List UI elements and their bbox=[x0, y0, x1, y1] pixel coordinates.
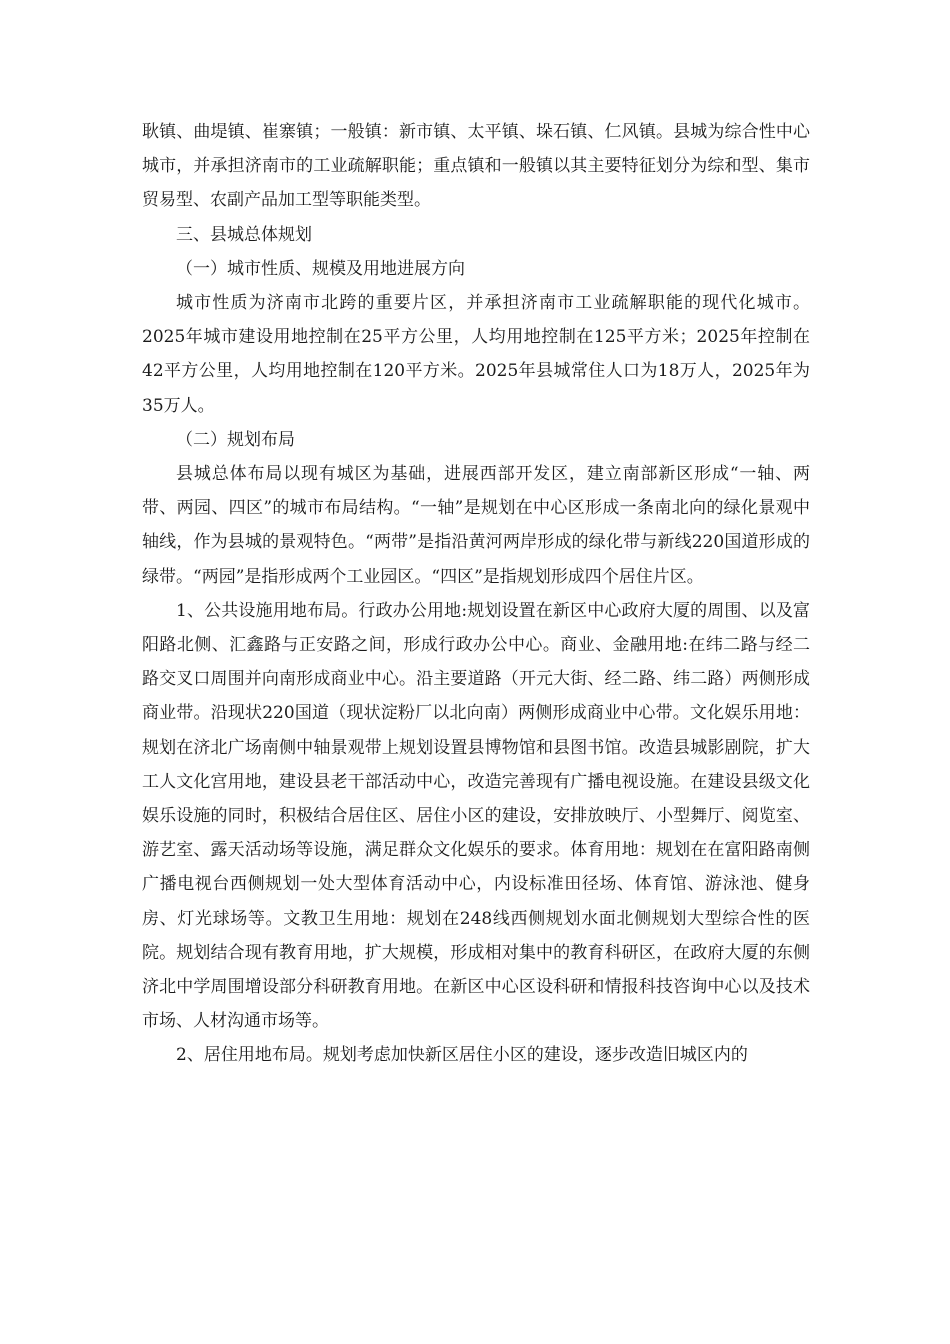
document-body bbox=[142, 115, 810, 1073]
section-heading-county-plan: 三、县城总体规划 bbox=[176, 224, 312, 245]
paragraph-layout-structure: 县城总体布局以现有城区为基础，进展西部开发区，建立南部新区形成“一轴、两带、两园、四区”的城市布局结构。“一轴”是规划在中心区形成一条南北向的绿化景观中轴线，作为县城的景观特色。“两带”是指沿黄河两岸形成的绿化带与新线220国道形成的绿带。“两园”是指形成两个工业园区。“四区”是指规划形成四个居住片区。 bbox=[142, 464, 810, 587]
paragraph-city-nature: 城市性质为济南市北跨的重要片区，并承担济南市工业疏解职能的现代化城市。2025年城市建设用地控制在25平方公里，人均用地控制在125平方米；2025年控制在42平方公里，人均用地控制在120平方米。2025年县城常住人口为18万人，2025年为35万人。 bbox=[142, 293, 810, 416]
subsection-heading-city-nature: （一）城市性质、规模及用地进展方向 bbox=[176, 258, 465, 279]
paragraph-residential-land: 2、居住用地布局。规划考虑加快新区居住小区的建设，逐步改造旧城区内的 bbox=[176, 1045, 748, 1066]
subsection-heading-layout: （二）规划布局 bbox=[176, 429, 295, 450]
paragraph-public-facilities: 1、公共设施用地布局。行政办公用地:规划设置在新区中心政府大厦的周围、以及富阳路北侧、汇鑫路与正安路之间，形成行政办公中心。商业、金融用地:在纬二路与经二路交叉口周围并向南形成商业中心。沿主要道路（开元大街、经二路、纬二路）两侧形成商业带。沿现状220国道（现状淀粉厂以北向南）两侧形成商业中心带。文化娱乐用地：规划在济北广场南侧中轴景观带上规划设置县博物馆和县图书馆。改造县城影剧院，扩大工人文化宫用地，建设县老干部活动中心，改造完善现有广播电视设施。在建设县级文化娱乐设施的同时，积极结合居住区、居住小区的建设，安排放映厅、小型舞厅、阅览室、游艺室、露天活动场等设施，满足群众文化娱乐的要求。体育用地：规划在在富阳路南侧广播电视台西侧规划一处大型体育活动中心，内设标准田径场、体育馆、游泳池、健身房、灯光球场等。文教卫生用地：规划在248线西侧规划水面北侧规划大型综合性的医院。规划结合现有教育用地，扩大规模，形成相对集中的教育科研区，在政府大厦的东侧济北中学周围增设部分科研教育用地。在新区中心区设科研和情报科技咨询中心以及技术市场、人材沟通市场等。 bbox=[142, 600, 810, 1032]
paragraph-town-classification: 耿镇、曲堤镇、崔寨镇；一般镇：新市镇、太平镇、垛石镇、仁风镇。县城为综合性中心城市，并承担济南市的工业疏解职能；重点镇和一般镇以其主要特征划分为综和型、集市贸易型、农副产品加工型等职能类型。 bbox=[142, 122, 810, 211]
